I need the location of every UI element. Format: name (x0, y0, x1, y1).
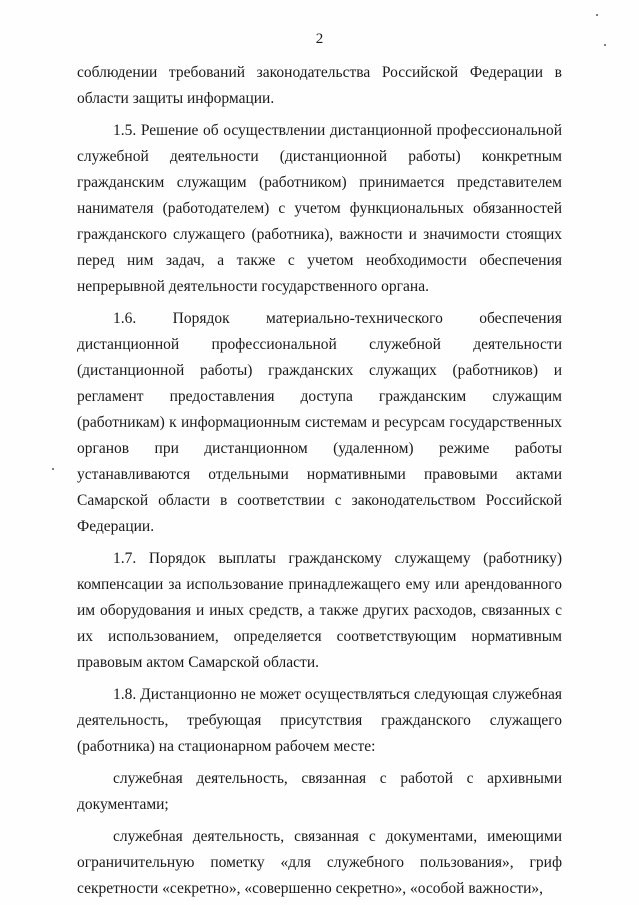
document-body (77, 60, 562, 902)
scan-speck (52, 468, 54, 470)
scan-speck (604, 44, 606, 46)
list-item-archive: служебная деятельность, связанная с работой с архивными документами; (77, 770, 562, 813)
paragraph-1-6: 1.6. Порядок материально-технического обеспечения дистанционной профессиональной служебной деятельности (дистанционной работы) гражданских служащих (работников) и регламент предоставления доступа гражданским служащим (работникам) к информационным системам и ресурсам государственных органов при дистанционном (удаленном) режиме работы устанавливаются отдельными нормативными правовыми актами Самарской области в соответствии с законодательством Российской Федерации. (77, 310, 562, 535)
list-item-restricted: служебная деятельность, связанная с документами, имеющими ограничительную пометку «для служебного пользования», гриф секретности «секретно», «совершенно секретно», «особой важности», (77, 828, 562, 897)
paragraph-1-5: 1.5. Решение об осуществлении дистанционной профессиональной служебной деятельности (дистанционной работы) конкретным гражданским служащим (работником) принимается представителем нанимателя (работодателем) с учетом функциональных обязанностей гражданского служащего (работника), важности и значимости стоящих перед ним задач, а также с учетом необходимости обеспечения непрерывной деятельности государственного органа. (77, 122, 562, 295)
scan-speck (596, 14, 598, 16)
paragraph-1-7: 1.7. Порядок выплаты гражданскому служащему (работнику) компенсации за использование принадлежащего ему или арендованного им оборудования и иных средств, а также других расходов, связанных с их использованием, определяется соответствующим нормативным правовым актом Самарской области. (77, 550, 562, 671)
paragraph-1-8: 1.8. Дистанционно не может осуществляться следующая служебная деятельность, требующая присутствия гражданского служащего (работника) на стационарном рабочем месте: (77, 686, 563, 755)
page-number: 2 (315, 31, 324, 47)
paragraph-continuation: соблюдении требований законодательства Российской Федерации в области защиты информации. (77, 64, 562, 107)
